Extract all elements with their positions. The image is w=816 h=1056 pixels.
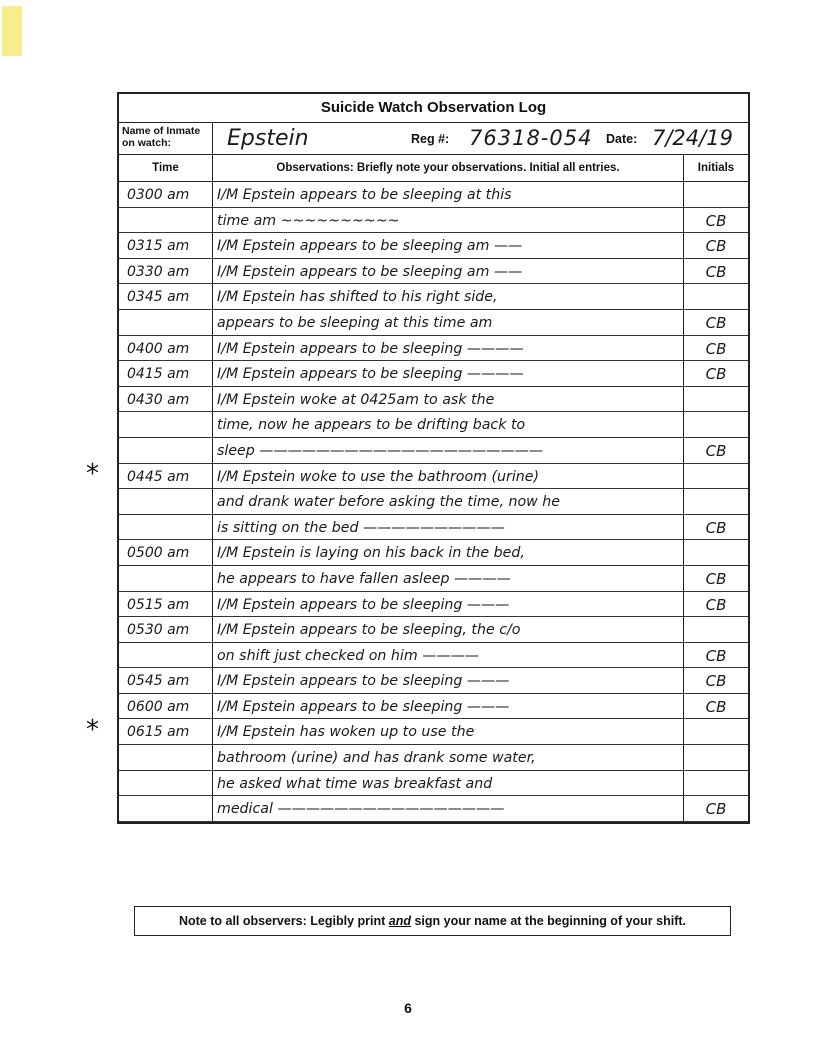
entry-time: 0345 am — [119, 284, 213, 309]
asterisk-mark: * — [86, 715, 99, 746]
table-row — [119, 643, 748, 669]
entry-initials: CB — [705, 211, 727, 230]
entry-initials: CB — [705, 313, 727, 332]
entry-time: 0300 am — [119, 182, 213, 207]
table-row — [119, 310, 748, 336]
entry-observation: I/M Epstein appears to be sleeping ——— — [213, 668, 684, 693]
entry-initials — [684, 182, 748, 207]
entry-initials — [684, 464, 748, 489]
entry-observation: I/M Epstein is laying on his back in the bed, — [213, 540, 684, 565]
table-row — [119, 438, 748, 464]
table-row — [119, 719, 748, 745]
entry-observation: I/M Epstein appears to be sleeping am —— — [213, 233, 684, 258]
entry-observation: sleep ———————————————————— — [213, 438, 684, 463]
table-row — [119, 540, 748, 566]
entry-observation: time am ~~~~~~~~~~ — [213, 208, 684, 233]
entry-observation: I/M Epstein appears to be sleeping am —— — [213, 259, 684, 284]
entry-initials — [684, 387, 748, 412]
entry-time: 0530 am — [119, 617, 213, 642]
reg-label: Reg #: — [411, 132, 450, 146]
entry-initials: CB — [705, 569, 727, 588]
entry-time — [119, 489, 213, 514]
table-row — [119, 336, 748, 362]
entry-initials: CB — [705, 237, 727, 256]
entry-observation: I/M Epstein has shifted to his right side, — [213, 284, 684, 309]
date-label: Date: — [606, 132, 638, 146]
entry-time — [119, 412, 213, 437]
entry-initials — [684, 284, 748, 309]
entry-initials: CB — [705, 262, 727, 281]
table-row — [119, 668, 748, 694]
table-row — [119, 387, 748, 413]
entry-time — [119, 745, 213, 770]
entry-initials: CB — [705, 672, 727, 691]
entry-time — [119, 438, 213, 463]
table-row — [119, 592, 748, 618]
entry-time: 0545 am — [119, 668, 213, 693]
entry-initials — [684, 489, 748, 514]
observation-log-table — [117, 92, 750, 824]
entry-observation: time, now he appears to be drifting back to — [213, 412, 684, 437]
entry-initials — [684, 617, 748, 642]
name-label: Name of Inmate on watch: — [119, 123, 213, 154]
entry-time: 0500 am — [119, 540, 213, 565]
entry-initials: CB — [705, 800, 727, 819]
entry-observation: I/M Epstein appears to be sleeping ——— — [213, 694, 684, 719]
entry-observation: he asked what time was breakfast and — [213, 771, 684, 796]
table-row — [119, 259, 748, 285]
entry-time: 0430 am — [119, 387, 213, 412]
log-entries — [119, 182, 748, 822]
entry-time: 0415 am — [119, 361, 213, 386]
table-row — [119, 617, 748, 643]
table-row — [119, 464, 748, 490]
table-row — [119, 489, 748, 515]
entry-observation: I/M Epstein appears to be sleeping at this — [213, 182, 684, 207]
entry-initials: CB — [705, 441, 727, 460]
entry-time — [119, 566, 213, 591]
entry-time — [119, 643, 213, 668]
entry-observation: and drank water before asking the time, now he — [213, 489, 684, 514]
table-row — [119, 566, 748, 592]
entry-observation: I/M Epstein appears to be sleeping ——— — [213, 592, 684, 617]
entry-observation: medical ———————————————— — [213, 796, 684, 821]
asterisk-mark: * — [86, 459, 99, 490]
entry-initials — [684, 771, 748, 796]
form-title: Suicide Watch Observation Log — [119, 94, 748, 123]
entry-time: 0400 am — [119, 336, 213, 361]
table-row — [119, 515, 748, 541]
entry-time — [119, 208, 213, 233]
entry-initials: CB — [705, 518, 727, 537]
observer-note: Note to all observers: Legibly print and sign your name at the beginning of your shift. — [134, 906, 731, 936]
entry-time: 0515 am — [119, 592, 213, 617]
entry-time — [119, 771, 213, 796]
column-header-row — [119, 155, 748, 182]
entry-initials — [684, 745, 748, 770]
table-row — [119, 412, 748, 438]
table-row — [119, 233, 748, 259]
table-row — [119, 182, 748, 208]
entry-observation: I/M Epstein appears to be sleeping, the c/o — [213, 617, 684, 642]
entry-initials: CB — [705, 646, 727, 665]
entry-time: 0315 am — [119, 233, 213, 258]
inmate-name: Epstein — [227, 126, 309, 151]
entry-initials: CB — [705, 365, 727, 384]
table-row — [119, 771, 748, 797]
entry-time: 0330 am — [119, 259, 213, 284]
reg-number: 76318-054 — [469, 126, 593, 150]
table-row — [119, 361, 748, 387]
entry-observation: on shift just checked on him ———— — [213, 643, 684, 668]
page-number: 6 — [404, 1000, 412, 1016]
table-row — [119, 208, 748, 234]
inmate-info-row — [119, 123, 748, 155]
entry-initials — [684, 719, 748, 744]
entry-initials — [684, 412, 748, 437]
table-row — [119, 796, 748, 822]
entry-initials: CB — [705, 339, 727, 358]
entry-initials: CB — [705, 595, 727, 614]
entry-time: 0615 am — [119, 719, 213, 744]
observations-column-header: Observations: Briefly note your observations. Initial all entries. — [213, 155, 684, 181]
initials-column-header: Initials — [697, 162, 735, 174]
entry-observation: I/M Epstein woke at 0425am to ask the — [213, 387, 684, 412]
table-row — [119, 694, 748, 720]
entry-time — [119, 310, 213, 335]
entry-initials — [684, 540, 748, 565]
entry-observation: he appears to have fallen asleep ———— — [213, 566, 684, 591]
table-row — [119, 745, 748, 771]
entry-time — [119, 515, 213, 540]
entry-time — [119, 796, 213, 821]
entry-observation: I/M Epstein appears to be sleeping ———— — [213, 361, 684, 386]
date-value: 7/24/19 — [652, 126, 733, 150]
yellow-tab-marker — [2, 6, 22, 56]
entry-observation: I/M Epstein has woken up to use the — [213, 719, 684, 744]
entry-observation: bathroom (urine) and has drank some water, — [213, 745, 684, 770]
entry-observation: I/M Epstein appears to be sleeping ———— — [213, 336, 684, 361]
entry-time: 0600 am — [119, 694, 213, 719]
entry-initials: CB — [705, 697, 727, 716]
entry-observation: is sitting on the bed —————————— — [213, 515, 684, 540]
entry-observation: appears to be sleeping at this time am — [213, 310, 684, 335]
entry-observation: I/M Epstein woke to use the bathroom (urine) — [213, 464, 684, 489]
table-row — [119, 284, 748, 310]
entry-time: 0445 am — [119, 464, 213, 489]
time-column-header: Time — [119, 155, 213, 181]
